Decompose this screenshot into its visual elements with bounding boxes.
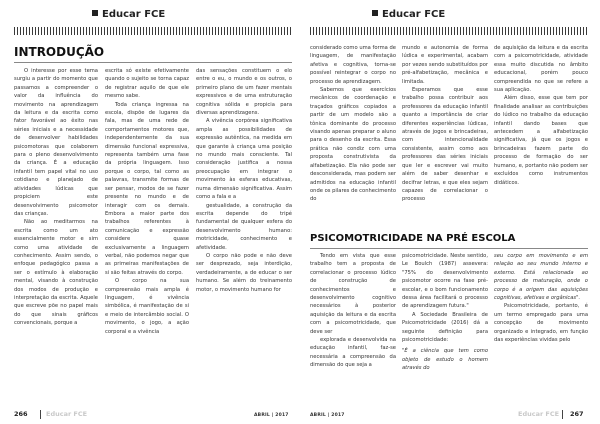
text-column-2 [402, 44, 488, 204]
paragraph: das sensações constituem o elo entre o eu, o mundo e os outros, o primeiro plano de um fazer mentais expressivos e de uma estruturação cognitiva sólida e propicia para diversas aprendizagens. [196, 68, 292, 117]
quote: "É a ciência que tem como objeto de estudo o homem através do [402, 348, 488, 372]
paragraph: escrita só existe efetivamente quando o sujeito se torna capaz de registrar aquilo de que ele mesmo sabe. [105, 68, 189, 100]
text-column-3 [196, 67, 292, 294]
header-brand-label: Educar FCE [382, 9, 446, 20]
section-title: INTRODUÇÃO [14, 45, 105, 59]
page-number: 266 [14, 410, 28, 418]
paragraph: Não ao meditarmos na escrita como um ato essencialmente motor e sim como uma atividade de conhecimento. Assim sendo, o enfoque pedagógico passa a ser o estímulo à elaboração mental, visando à construção dos modos de produção e interpretação da escrita. Aquele que escreve põe no papel mais do que sinais gráficos convencionais, porque a [14, 219, 98, 327]
header-stripes [310, 27, 588, 35]
text-column-lower-2 [402, 252, 488, 373]
text-column-2 [105, 67, 189, 336]
text-column-3 [494, 44, 588, 187]
square-bullet-icon [92, 10, 98, 16]
paragraph: O interesse por esse tema surgiu a partir do momento que passamos a compreender o valor da influência do movimento na aprendizagem da leitura e da escrita como fator favorável ao êxito nas séries iniciais e a necessidade de desenvolver habilidades psicomotoras que colaborem para o pleno desenvolvimento da criança. É a educação infantil tem papel vital no uso cotidiano e planejado de atividades lúdicas que propiciem este desenvolvimento psicomotor das crianças. [14, 68, 98, 217]
paragraph: O corpo na sua compreensão mais ampla é linguagem, é vivência simbólica, é manifestação de si e meio de intercâmbio social. O movimento, o jogo, a ação corporal e a vivência [105, 278, 189, 335]
paragraph: Toda criança ingressa na escola, dispõe de lugares da fala, mas de uma rede de comportamentos motores que, independentemente da sua dimensão funcional expressiva, representa também uma fase da própria linguagem. Isso porque o corpo, tal como as palavras, transmite formas de ser pensar, modos de se fazer presente no mundo e de interagir com os demais. Embora a maior parte dos trabalhos referentes à comunicação e expressão considere quase exclusivamente a linguagem verbal, não podemos negar que as primeiras manifestações de si são feitas através do corpo. [105, 101, 189, 276]
footer-brand: Educar FCE [46, 410, 88, 418]
paragraph: O corpo não pode e não deve ser desprezado, seja interdição, verdadeiramente, a de educar o ser humano. Se além do treinamento motor, o movimento humano for [196, 252, 292, 293]
paragraph: Esperamos que esse trabalho possa contribuir aos professores da educação infantil quanto a importância de criar diferentes experiências lúdicas, através de jogos e brincadeiras, com intencionalidade consistente, assim como aos professores das séries iniciais que ler e escrever vai muito além de saber desenhar e decifrar letras, e que eles sejam capazes de correlacionar o processo [402, 87, 488, 203]
paragraph: gestualidade, a construção da escrita depende do tripé fundamental de qualquer esfera do desenvolvimento humano: motricidade, conhecimento e afetividade. [196, 202, 292, 251]
text-column-lower-3 [494, 252, 588, 344]
header-brand [372, 9, 445, 20]
title-rule [310, 248, 588, 249]
page-number: 267 [570, 410, 584, 418]
text-column-1 [310, 44, 396, 204]
paragraph: Além disso, esse que tem por finalidade analisar as contribuições do lúdico no trabalho da educação infantil dando bases que antecedem a alfabetização significativa, já que os jogos e brincadeiras fazem parte do processo de formação do ser humano, e, portanto não podem ser excluídos como instrumentos didáticos. [494, 95, 588, 186]
paragraph: Psicomotricidade, portanto, é um termo empregado para uma concepção de movimento organizado e integrado, em função das experiências vividas pelo [494, 303, 588, 344]
quote: seu corpo em movimento e em relação ao seu mundo interno e externo. Está relacionada ao processo de maturação, onde o corpo é a origem das aquisições cognitivas, afetivas e orgânicas". [494, 253, 588, 302]
square-bullet-icon [372, 10, 378, 16]
section-title: PSICOMOTRICIDADE NA PRÉ ESCOLA [310, 233, 516, 244]
text-column-1 [14, 67, 98, 328]
header-brand [92, 9, 165, 20]
paragraph: explorada e desenvolvida na educação infantil, faz-se necessária a compreensão da dimensão do que seja a [310, 337, 396, 369]
footer-date: ABRIL | 2017 [310, 413, 345, 418]
paragraph: de aquisição da leitura e da escrita com a psicomotricidade, atividade essa muito discutida no âmbito educacional, porém pouco compreendida no que se refere a sua aplicação. [494, 45, 588, 94]
paragraph: Tendo em vista que esse trabalho tem a proposta de correlacionar o processo lúdico de construção de conhecimentos e desenvolvimento cognitivo necessários à posterior aquisição da leitura e da escrita com a psicomotricidade, que deve ser [310, 253, 396, 335]
paragraph: A vivência corpórea significativa ampla as possibilidades de expressão autêntica, na medida em que garante à criança uma posição no mundo mais consciente. Tal consideração justifica a nossa preocupação em integrar o movimento às esferas educativas, numa dimensão significativa. Assim como a fala e a [196, 118, 292, 201]
paragraph: mundo e autonomia de forma lúdica e experimental, acabam por vezes sendo substituídos por pré-alfabetização, mecânica e limitada. [402, 45, 488, 85]
paragraph: psicomotricidade. Neste sentido, Le Boulch (1987) assevera: "75% do desenvolvimento psicomotor ocorre na fase pré-escolar, e o bom funcionamento dessa área facilitará o processo de aprendizagem futura." [402, 253, 488, 310]
title-rule [14, 62, 292, 63]
paragraph: Sabemos que exercícios mecânicos de coordenação e traçados gráficos copiados a partir de um modelo são a tônica dominante do processo visando apenas preparar o aluno para o desenho da escrita. Essa prática não condiz com uma proposta construtivista da alfabetização. Ela não pode ser desconsiderada, mas podem ser admitidos na educação infantil onde os pilares de conhecimento do [310, 87, 396, 203]
footer-divider [562, 410, 563, 419]
paragraph: A Sociedade Brasileira de Psicomotricidade (2016) dá a seguinte definição para psicomotricidade: [402, 311, 488, 344]
right-page [300, 0, 600, 424]
footer-brand: Educar FCE [518, 410, 560, 418]
footer-divider [40, 410, 41, 419]
header-brand-label: Educar FCE [102, 9, 166, 20]
text-column-lower-1 [310, 252, 396, 370]
paragraph: considerado como uma forma de linguagem, de manifestação afetiva e cognitiva, torna-se possível reintegrar o corpo no processo de aprendizagem. [310, 45, 396, 85]
header-stripes [14, 27, 292, 35]
footer-date: ABRIL | 2017 [254, 413, 289, 418]
